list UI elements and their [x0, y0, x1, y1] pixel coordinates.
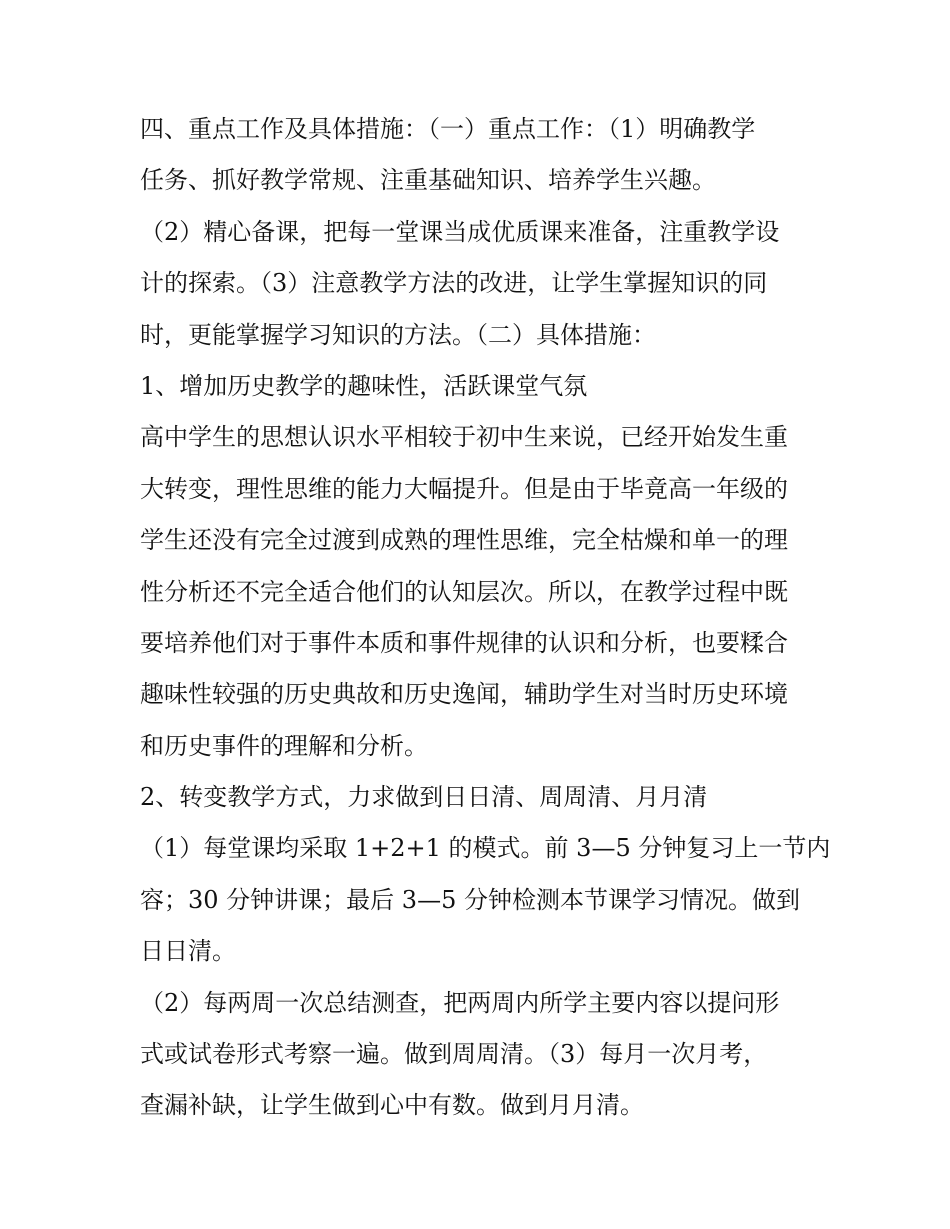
text-line: 和历史事件的理解和分析。 [140, 731, 428, 760]
text-line: （1）每堂课均采取 1+2+1 的模式。前 3—5 分钟复习上一节内 [140, 834, 831, 863]
text-line: 查漏补缺，让学生做到心中有数。做到月月清。 [140, 1091, 644, 1120]
text-line-heading-4: 四、重点工作及具体措施：（一）重点工作：（1）明确教学 [140, 115, 756, 143]
text-line: 高中学生的思想认识水平相较于初中生来说，已经开始发生重 [140, 423, 788, 452]
text-line: 大转变，理性思维的能力大幅提升。但是由于毕竟高一年级的 [140, 474, 788, 503]
text-line: 要培养他们对于事件本质和事件规律的认识和分析，也要糅合 [140, 628, 788, 657]
text-line: 时，更能掌握学习知识的方法。（二）具体措施： [140, 320, 656, 349]
text-line: （2）每两周一次总结测查，把两周内所学主要内容以提问形 [140, 988, 780, 1017]
text-line: 性分析还不完全适合他们的认知层次。所以，在教学过程中既 [140, 577, 788, 606]
text-line: 趣味性较强的历史典故和历史逸闻，辅助学生对当时历史环境 [140, 680, 788, 709]
text-line-subheading-2: 2、转变教学方式，力求做到日日清、周周清、月月清 [140, 783, 708, 812]
text-line: 学生还没有完全过渡到成熟的理性思维，完全枯燥和单一的理 [140, 526, 788, 555]
text-line: 任务、抓好教学常规、注重基础知识、培养学生兴趣。 [140, 166, 716, 195]
text-line: 式或试卷形式考察一遍。做到周周清。（3）每月一次月考， [140, 1040, 768, 1069]
document-page [140, 104, 831, 1132]
text-line: 计的探索。（3）注意教学方法的改进，让学生掌握知识的同 [140, 269, 768, 298]
text-line: （2）精心备课，把每一堂课当成优质课来准备，注重教学设 [140, 217, 780, 246]
text-line: 日日清。 [140, 937, 236, 966]
text-line-subheading-1: 1、增加历史教学的趣味性，活跃课堂气氛 [140, 371, 588, 400]
text-line: 容；30 分钟讲课；最后 3—5 分钟检测本节课学习情况。做到 [140, 885, 800, 914]
